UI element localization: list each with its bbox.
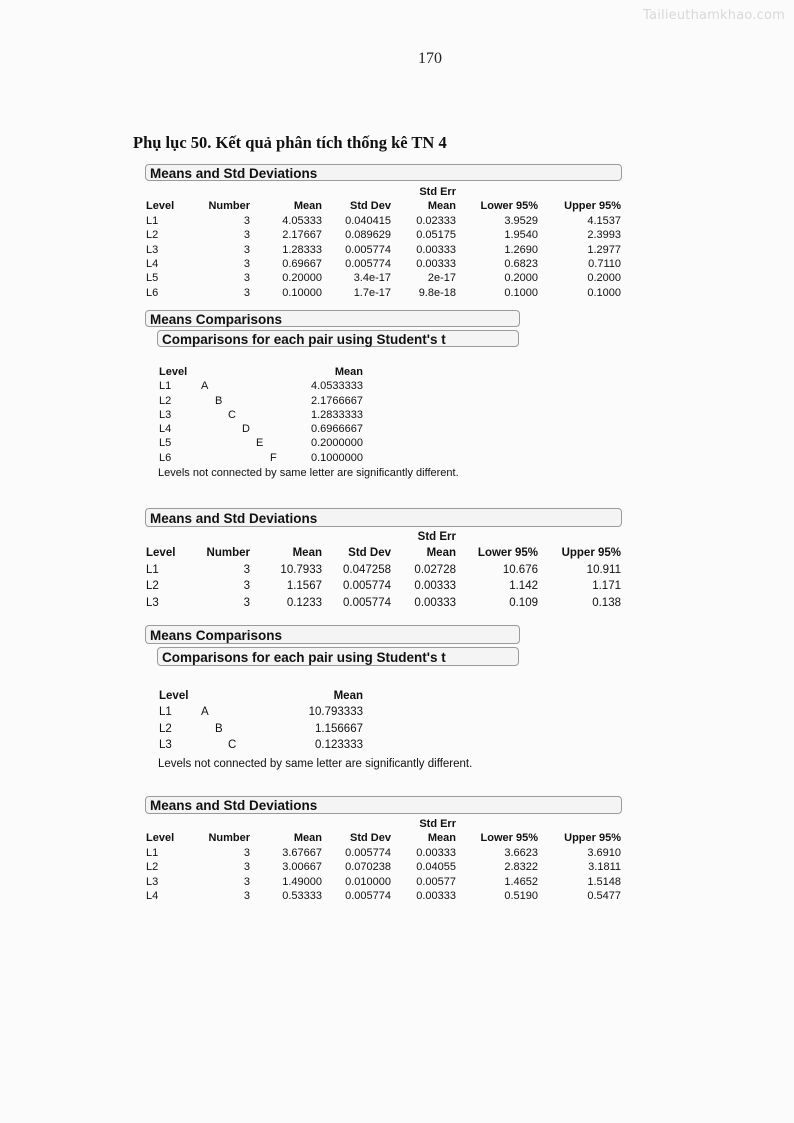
table-row: L5 3 0.20000 3.4e-17 2e-17 0.2000 0.2000: [146, 272, 621, 285]
means-std-section-3: [145, 796, 625, 903]
list-item: L5 E 0.2000000: [159, 437, 363, 450]
list-item: L3 C 1.2833333: [159, 408, 363, 421]
comparison-header-row: [159, 365, 625, 379]
list-item: L1 A 4.0533333: [159, 380, 363, 393]
col-header-lower: Lower 95%: [477, 547, 538, 560]
section-header: Means Comparisons: [145, 310, 520, 327]
means-comparison-section-2: [145, 625, 625, 771]
col-header-mean: Mean: [293, 832, 322, 845]
col-header-upper: Upper 95%: [564, 200, 621, 213]
col-header-number: Number: [206, 547, 250, 560]
col-header-stderr: Std Err: [419, 186, 456, 198]
table-row: L2 3 3.00667 0.070238 0.04055 2.8322 3.1811: [146, 861, 621, 874]
comparison-header-row: [159, 688, 625, 704]
comparison-table: [159, 365, 625, 465]
page-number: 170: [418, 50, 442, 67]
means-std-table: [146, 529, 621, 611]
col-header-stderr-mean: Mean: [427, 832, 456, 845]
table-header-row: [146, 831, 621, 845]
col-header-stderr-mean: Mean: [427, 200, 456, 213]
col-header-level: Level: [159, 366, 188, 378]
list-item: L6 F 0.1000000: [159, 451, 363, 464]
means-std-section-2: [145, 508, 625, 611]
subsection-header: Comparisons for each pair using Student's t: [157, 647, 519, 666]
means-comparison-section-1: [145, 310, 625, 480]
col-header-std-dev: Std Dev: [348, 547, 391, 560]
subsection-header: Comparisons for each pair using Student's t: [157, 330, 519, 347]
means-std-section-1: [145, 164, 625, 300]
means-std-table: [146, 817, 621, 903]
means-std-table: [146, 185, 621, 300]
watermark: Tailieuthamkhao.com: [643, 8, 785, 23]
appendix-heading: Phụ lục 50. Kết quả phân tích thống kê TN 4: [133, 133, 447, 152]
section-header: Means and Std Deviations: [145, 796, 622, 814]
col-header-mean: Mean: [334, 366, 363, 378]
list-item: L2 B 1.156667: [159, 722, 363, 735]
list-item: L3 C 0.123333: [159, 739, 363, 752]
col-header-std-dev: Std Dev: [350, 200, 391, 213]
col-header-number: Number: [208, 200, 250, 213]
significance-note: Levels not connected by same letter are significantly different.: [158, 467, 459, 480]
significance-note: Levels not connected by same letter are significantly different.: [158, 757, 473, 770]
table-header-row: [146, 199, 621, 213]
col-header-lower: Lower 95%: [480, 832, 538, 845]
table-row: L1 3 4.05333 0.040415 0.02333 3.9529 4.1537: [146, 214, 621, 227]
col-header-upper: Upper 95%: [561, 547, 621, 560]
section-header: Means and Std Deviations: [145, 164, 622, 181]
table-header-row: [146, 545, 621, 561]
table-row: L4 3 0.53333 0.005774 0.00333 0.5190 0.5477: [146, 890, 621, 903]
col-header-mean: Mean: [333, 690, 363, 702]
col-header-level: Level: [146, 547, 176, 560]
col-header-stderr-mean: Mean: [426, 547, 456, 560]
section-header: Means Comparisons: [145, 625, 520, 644]
table-row: L2 3 2.17667 0.089629 0.05175 1.9540 2.3993: [146, 229, 621, 242]
col-header-number: Number: [208, 832, 250, 845]
col-header-stderr: Std Err: [419, 818, 456, 830]
col-header-mean: Mean: [292, 547, 322, 560]
col-header-std-dev: Std Dev: [350, 832, 391, 845]
col-header-upper: Upper 95%: [564, 832, 621, 845]
col-header-level: Level: [146, 832, 175, 845]
table-row: L1 3 10.7933 0.047258 0.02728 10.676 10.911: [146, 563, 621, 576]
section-header: Means and Std Deviations: [145, 508, 622, 527]
table-row: L3 3 0.1233 0.005774 0.00333 0.109 0.138: [146, 596, 621, 609]
table-row: L6 3 0.10000 1.7e-17 9.8e-18 0.1000 0.1000: [146, 286, 621, 299]
col-header-stderr: Std Err: [417, 531, 456, 543]
col-header-lower: Lower 95%: [480, 200, 538, 213]
list-item: L2 B 2.1766667: [159, 394, 363, 407]
list-item: L1 A 10.793333: [159, 706, 363, 719]
col-header-mean: Mean: [293, 200, 322, 213]
table-row: L3 3 1.28333 0.005774 0.00333 1.2690 1.2977: [146, 243, 621, 256]
table-row: L1 3 3.67667 0.005774 0.00333 3.6623 3.6910: [146, 846, 621, 859]
col-header-level: Level: [159, 690, 189, 702]
table-row: L2 3 1.1567 0.005774 0.00333 1.142 1.171: [146, 580, 621, 593]
table-row: L4 3 0.69667 0.005774 0.00333 0.6823 0.7110: [146, 258, 621, 271]
comparison-table: [159, 688, 625, 754]
col-header-level: Level: [146, 200, 175, 213]
table-row: L3 3 1.49000 0.010000 0.00577 1.4652 1.5148: [146, 875, 621, 888]
list-item: L4 D 0.6966667: [159, 423, 363, 436]
